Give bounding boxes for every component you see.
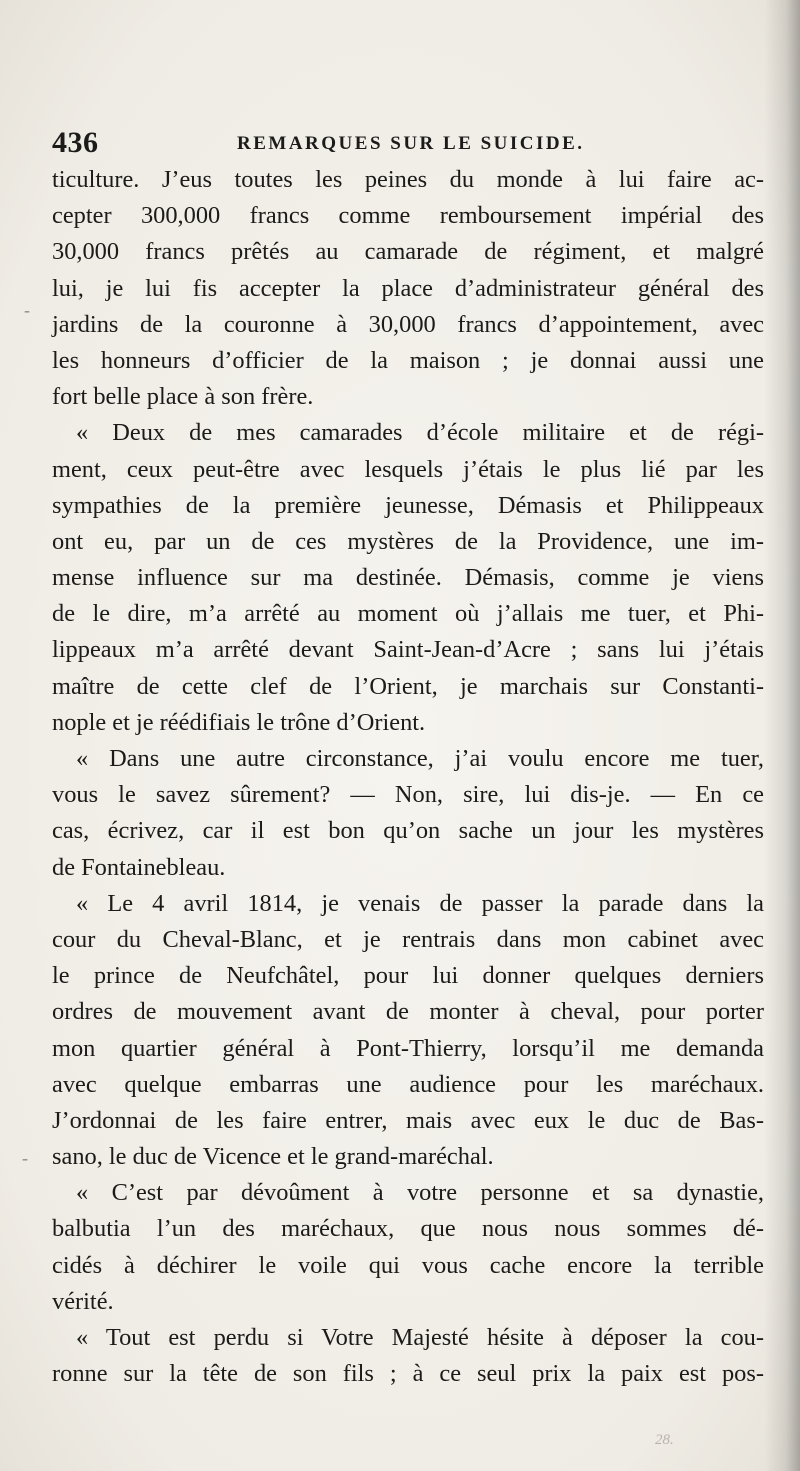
running-head: REMARQUES SUR LE SUICIDE. — [237, 133, 585, 154]
text-line: sano, le duc de Vicence et le grand-maréchal. — [52, 1143, 494, 1171]
text-line: « Tout est perdu si Votre Majesté hésite à déposer la cou- — [76, 1324, 764, 1351]
text-line: sympathies de la première jeunesse, Démasis et Philippeaux — [52, 491, 764, 519]
text-line: ronne sur la tête de son fils ; à ce seul prix la paix est pos- — [52, 1360, 764, 1388]
text-line: ont eu, par un de ces mystères de la Providence, une im- — [52, 527, 764, 555]
text-line: « Dans une autre circonstance, j’ai voulu encore me tuer, — [76, 745, 764, 772]
text-line: balbutia l’un des maréchaux, que nous nous sommes dé- — [52, 1215, 764, 1243]
folio-note: 28. — [655, 1432, 674, 1448]
text-line: 30,000 francs prêtés au camarade de régiment, et malgré — [52, 238, 764, 266]
text-line: lui, je lui fis accepter la place d’administrateur général des — [52, 274, 764, 302]
text-line: maître de cette clef de l’Orient, je marchais sur Constanti- — [52, 672, 764, 700]
text-line: « C’est par dévoûment à votre personne et sa dynastie, — [76, 1179, 764, 1207]
text-line: ticulture. J’eus toutes les peines du monde à lui faire ac- — [52, 166, 764, 193]
text-line: jardins de la couronne à 30,000 francs d’appointement, avec — [52, 310, 764, 338]
text-line: de le dire, m’a arrêté au moment où j’allais me tuer, et Phi- — [52, 600, 764, 628]
text-line: fort belle place à son frère. — [52, 383, 314, 411]
body-text — [52, 162, 764, 1392]
text-line: ment, ceux peut-être avec lesquels j’étais le plus lié par les — [52, 455, 764, 483]
margin-mark: - — [22, 1148, 28, 1168]
text-line: cepter 300,000 francs comme remboursement impérial des — [52, 202, 764, 230]
text-line: ordres de mouvement avant de monter à cheval, pour porter — [52, 998, 764, 1026]
text-line: lippeaux m’a arrêté devant Saint-Jean-d’Acre ; sans lui j’étais — [52, 636, 764, 664]
text-line: cour du Cheval-Blanc, et je rentrais dans mon cabinet avec — [52, 925, 764, 953]
text-line: J’ordonnai de les faire entrer, mais avec eux le duc de Bas- — [52, 1106, 764, 1134]
text-line: cas, écrivez, car il est bon qu’on sache un jour les mystères — [52, 817, 764, 845]
text-line: vous le savez sûrement? — Non, sire, lui dis-je. — En ce — [52, 781, 764, 809]
text-line: avec quelque embarras une audience pour les maréchaux. — [52, 1070, 764, 1098]
page-number: 436 — [52, 126, 99, 159]
page-header — [52, 124, 764, 164]
text-line: le prince de Neufchâtel, pour lui donner quelques derniers — [52, 962, 764, 990]
text-line: les honneurs d’officier de la maison ; je donnai aussi une — [52, 346, 764, 374]
text-line: « Deux de mes camarades d’école militaire et de régi- — [76, 419, 764, 447]
text-line: « Le 4 avril 1814, je venais de passer la parade dans la — [76, 889, 764, 917]
text-line: nople et je réédifiais le trône d’Orient. — [52, 708, 426, 736]
text-line: mense influence sur ma destinée. Démasis, comme je viens — [52, 564, 764, 592]
text-line: vérité. — [52, 1287, 114, 1315]
text-line: mon quartier général à Pont-Thierry, lorsqu’il me demanda — [52, 1034, 764, 1062]
margin-mark: - — [24, 300, 30, 320]
text-line: de Fontainebleau. — [52, 853, 226, 881]
text-line: cidés à déchirer le voile qui vous cache encore la terrible — [52, 1251, 764, 1279]
